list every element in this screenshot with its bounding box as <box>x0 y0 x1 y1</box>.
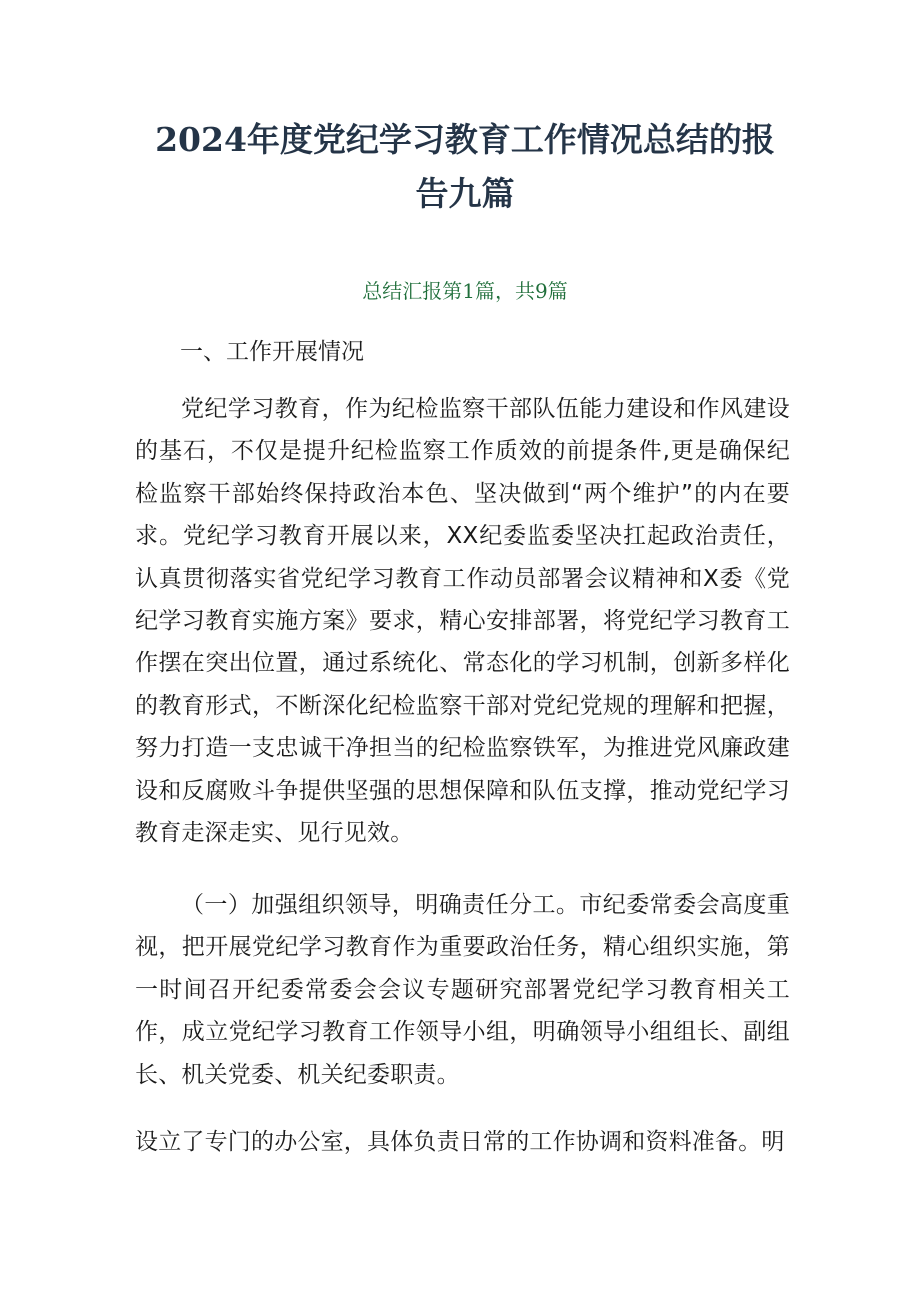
section-heading: 一、工作开展情况 <box>180 339 364 365</box>
body-paragraph-2: （一）加强组织领导，明确责任分工。市纪委常委会高度重视，把开展党纪学习教育作为重要政治任务，精心组织实施，第一时间召开纪委常委会会议专题研究部署党纪学习教育相关工作，成立党纪学习教育工作领导小组，明确领导小组组长、副组长、机关党委、机关纪委职责。 <box>135 892 790 1088</box>
document-subtitle: 总结汇报第1篇，共9篇 <box>362 279 568 303</box>
document-title <box>120 113 810 221</box>
body-paragraph-1: 党纪学习教育，作为纪检监察干部队伍能力建设和作风建设的基石，不仅是提升纪检监察工作质效的前提条件,更是确保纪检监察干部始终保持政治本色、坚决做到“两个维护”的内在要求。党纪学习教育开展以来，XX纪委监委坚决扛起政治责任，认真贯彻落实省党纪学习教育工作动员部署会议精神和X委《党纪学习教育实施方案》要求，精心安排部署，将党纪学习教育工作摆在突出位置，通过系统化、常态化的学习机制，创新多样化的教育形式，不断深化纪检监察干部对党纪党规的理解和把握，努力打造一支忠诚干净担当的纪检监察铁军，为推进党风廉政建设和反腐败斗争提供坚强的思想保障和队伍支撑，推动党纪学习教育走深走实、见行见效。 <box>135 396 790 847</box>
document-title-line2: 告九篇 <box>415 174 515 213</box>
document-title-line1: 2024年度党纪学习教育工作情况总结的报 <box>155 120 775 159</box>
body-paragraph-3: 设立了专门的办公室，具体负责日常的工作协调和资料准备。明 <box>135 1129 785 1155</box>
